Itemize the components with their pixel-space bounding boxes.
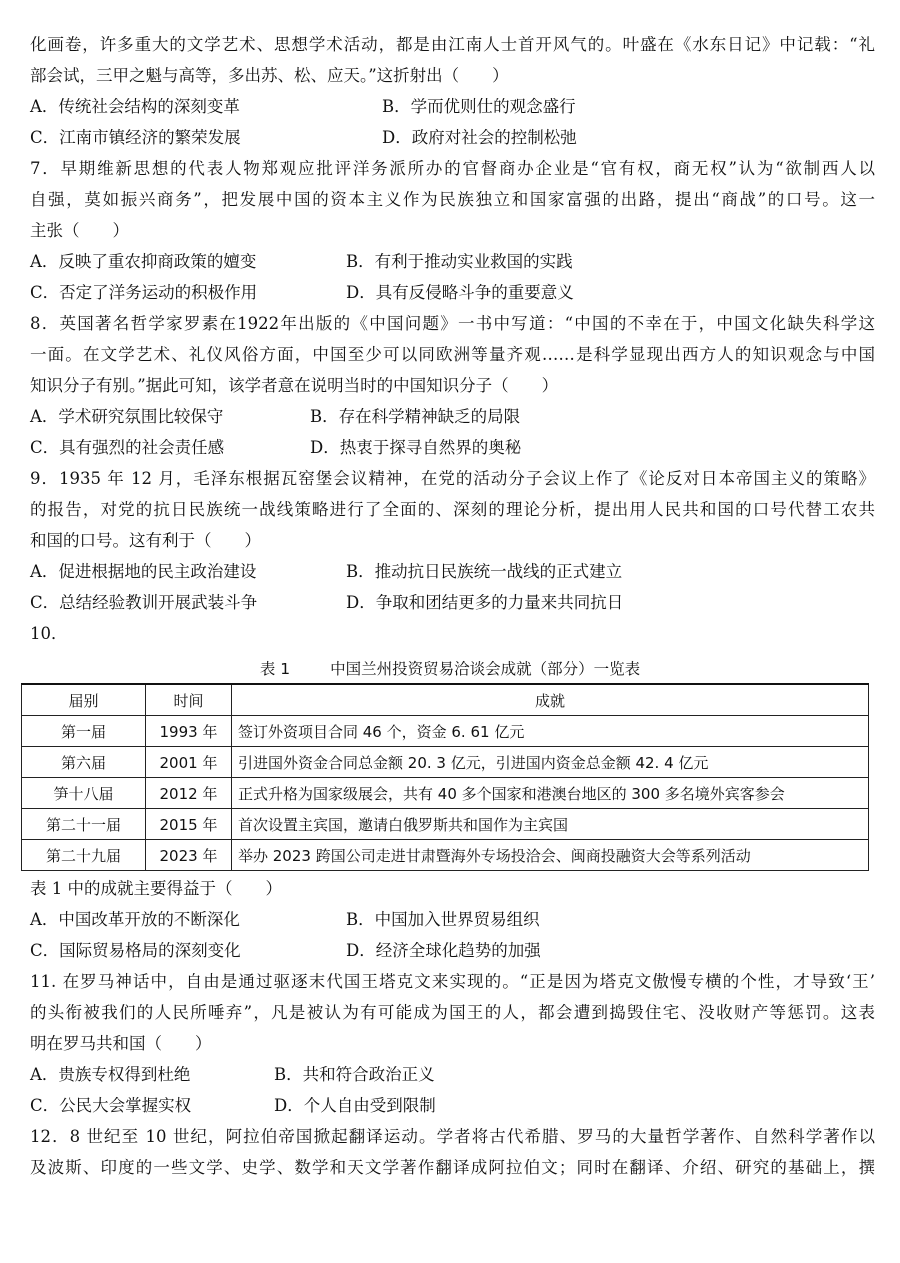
q7-options-row-1	[30, 247, 875, 277]
table-cell-achievement: 引进国外资金合同总金额 20. 3 亿元，引进国内资金总金额 42. 4 亿元	[232, 747, 869, 778]
table-caption	[0, 655, 900, 683]
q11-option-b[interactable]: B．共和符合政治正义	[274, 1065, 435, 1084]
q6-options-row-1	[30, 92, 875, 122]
q11-options-row-2	[30, 1091, 875, 1121]
q11-line-2: 的头衔被我们的人民所唾弃”，凡是被认为有可能成为国王的人，都会遭到捣毁住宅、没收财产等惩罚。这表	[30, 1003, 875, 1022]
q11-options-row-1	[30, 1060, 875, 1090]
q8-line-3: 知识分子有别。”据此可知，该学者意在说明当时的中国知识分子（ ）	[30, 376, 559, 395]
q8-options-row-1	[30, 402, 875, 432]
table-cell-time: 2023 年	[146, 840, 232, 871]
q9-option-c[interactable]: C．总结经验教训开展武装斗争	[30, 593, 258, 612]
q9-options-row-2	[30, 588, 875, 618]
table-cell-achievement: 举办 2023 跨国公司走进甘肃暨海外专场投洽会、闽商投融资大会等系列活动	[232, 840, 869, 871]
q10-number: 10．	[30, 624, 68, 643]
table-header-achievement: 成就	[232, 684, 869, 716]
q8-option-a[interactable]: A．学术研究氛围比较保守	[30, 407, 224, 426]
q8-option-b[interactable]: B．存在科学精神缺乏的局限	[310, 407, 521, 426]
q11-option-a[interactable]: A．贵族专权得到杜绝	[30, 1065, 191, 1084]
q7-option-d[interactable]: D．具有反侵略斗争的重要意义	[346, 283, 574, 302]
q10-option-c[interactable]: C．国际贸易格局的深刻变化	[30, 941, 241, 960]
table-row	[22, 716, 869, 747]
table-cell-time: 2015 年	[146, 809, 232, 840]
q10-options-row-2	[30, 936, 875, 966]
table-cell-time: 1993 年	[146, 716, 232, 747]
q11-line-1: 11. 在罗马神话中，自由是通过驱逐末代国王塔克文来实现的。“正是因为塔克文傲慢专横的个性，才导致‘王’	[30, 972, 875, 991]
q12-line-2: 及波斯、印度的一些文学、史学、数学和天文学著作翻译成阿拉伯文；同时在翻译、介绍、研究的基础上，撰	[30, 1158, 875, 1177]
table-caption-title: 中国兰州投资贸易洽谈会成就（部分）一览表	[330, 660, 641, 678]
q6-line-2: 部会试，三甲之魁与高等，多出苏、松、应天。”这折射出（ ）	[30, 66, 509, 85]
table-cell-session: 第二十九届	[22, 840, 146, 871]
q6-options-row-2	[30, 123, 875, 153]
q9-option-d[interactable]: D．争取和团结更多的力量来共同抗日	[346, 593, 624, 612]
table-cell-session: 第二十一届	[22, 809, 146, 840]
q6-option-b[interactable]: B．学而优则仕的观念盛行	[382, 97, 576, 116]
table-cell-session: 第一届	[22, 716, 146, 747]
q7-option-b[interactable]: B．有利于推动实业救国的实践	[346, 252, 573, 271]
q11-option-d[interactable]: D．个人自由受到限制	[274, 1096, 436, 1115]
q9-option-a[interactable]: A．促进根据地的民主政治建设	[30, 562, 257, 581]
table-cell-session: 笋十八届	[22, 778, 146, 809]
q9-option-b[interactable]: B．推动抗日民族统一战线的正式建立	[346, 562, 623, 581]
table-cell-achievement: 签订外资项目合同 46 个，资金 6. 61 亿元	[232, 716, 869, 747]
table-row	[22, 778, 869, 809]
achievements-table	[21, 683, 869, 871]
q7-line-2: 自强，莫如振兴商务”，把发展中国的资本主义作为民族独立和国家富强的出路，提出“商战”的口号。这一	[30, 190, 875, 209]
q10-options-row-1	[30, 905, 875, 935]
q6-option-a[interactable]: A．传统社会结构的深刻变革	[30, 97, 240, 116]
q7-line-3: 主张（ ）	[30, 221, 129, 240]
q10-option-b[interactable]: B．中国加入世界贸易组织	[346, 910, 540, 929]
q9-line-3: 和国的口号。这有利于（ ）	[30, 531, 261, 550]
q11-option-c[interactable]: C．公民大会掌握实权	[30, 1096, 192, 1115]
q6-line-1: 化画卷，许多重大的文学艺术、思想学术活动，都是由江南人士首开风气的。叶盛在《水东日记》中记载：“礼	[30, 35, 875, 54]
q8-line-2: 一面。在文学艺术、礼仪风俗方面，中国至少可以同欧洲等量齐观……是科学显现出西方人的知识观念与中国	[30, 345, 875, 364]
q8-option-c[interactable]: C．具有强烈的社会责任感	[30, 438, 225, 457]
table-header-session: 届别	[22, 684, 146, 716]
table-row	[22, 809, 869, 840]
table-cell-achievement: 正式升格为国家级展会，共有 40 多个国家和港澳台地区的 300 多名境外宾客参会	[232, 778, 869, 809]
q9-line-2: 的报告，对党的抗日民族统一战线策略进行了全面的、深刻的理论分析，提出用人民共和国的口号代替工农共	[30, 500, 875, 519]
table-cell-time: 2012 年	[146, 778, 232, 809]
q12-line-1: 12．8 世纪至 10 世纪，阿拉伯帝国掀起翻译运动。学者将古代希腊、罗马的大量哲学著作、自然科学著作以	[30, 1127, 875, 1146]
table-cell-time: 2001 年	[146, 747, 232, 778]
q7-line-1: 7．早期维新思想的代表人物郑观应批评洋务派所办的官督商办企业是“官有权，商无权”认为“欲制西人以	[30, 159, 875, 178]
q8-options-row-2	[30, 433, 875, 463]
table-header-time: 时间	[146, 684, 232, 716]
q6-option-d[interactable]: D．政府对社会的控制松弛	[382, 128, 577, 147]
q8-line-1: 8．英国著名哲学家罗素在1922年出版的《中国问题》一书中写道：“中国的不幸在于，中国文化缺失科学这	[30, 314, 875, 333]
q7-option-a[interactable]: A．反映了重农抑商政策的嬗变	[30, 252, 257, 271]
table-cell-session: 第六届	[22, 747, 146, 778]
q10-option-a[interactable]: A．中国改革开放的不断深化	[30, 910, 240, 929]
table-row	[22, 840, 869, 871]
table-cell-achievement: 首次设置主宾国，邀请白俄罗斯共和国作为主宾国	[232, 809, 869, 840]
table-caption-label: 表 1	[259, 660, 291, 678]
q6-option-c[interactable]: C．江南市镇经济的繁荣发展	[30, 128, 241, 147]
q7-option-c[interactable]: C．否定了洋务运动的积极作用	[30, 283, 258, 302]
q9-options-row-1	[30, 557, 875, 587]
q9-line-1: 9．1935 年 12 月，毛泽东根据瓦窑堡会议精神，在党的活动分子会议上作了《论反对日本帝国主义的策略》	[30, 469, 875, 488]
q10-option-d[interactable]: D．经济全球化趋势的加强	[346, 941, 541, 960]
q11-line-3: 明在罗马共和国（ ）	[30, 1034, 212, 1053]
table-row	[22, 747, 869, 778]
q7-options-row-2	[30, 278, 875, 308]
table-header-row	[22, 684, 869, 716]
q10-stem: 表 1 中的成就主要得益于（ ）	[30, 879, 282, 898]
q8-option-d[interactable]: D．热衷于探寻自然界的奥秘	[310, 438, 522, 457]
